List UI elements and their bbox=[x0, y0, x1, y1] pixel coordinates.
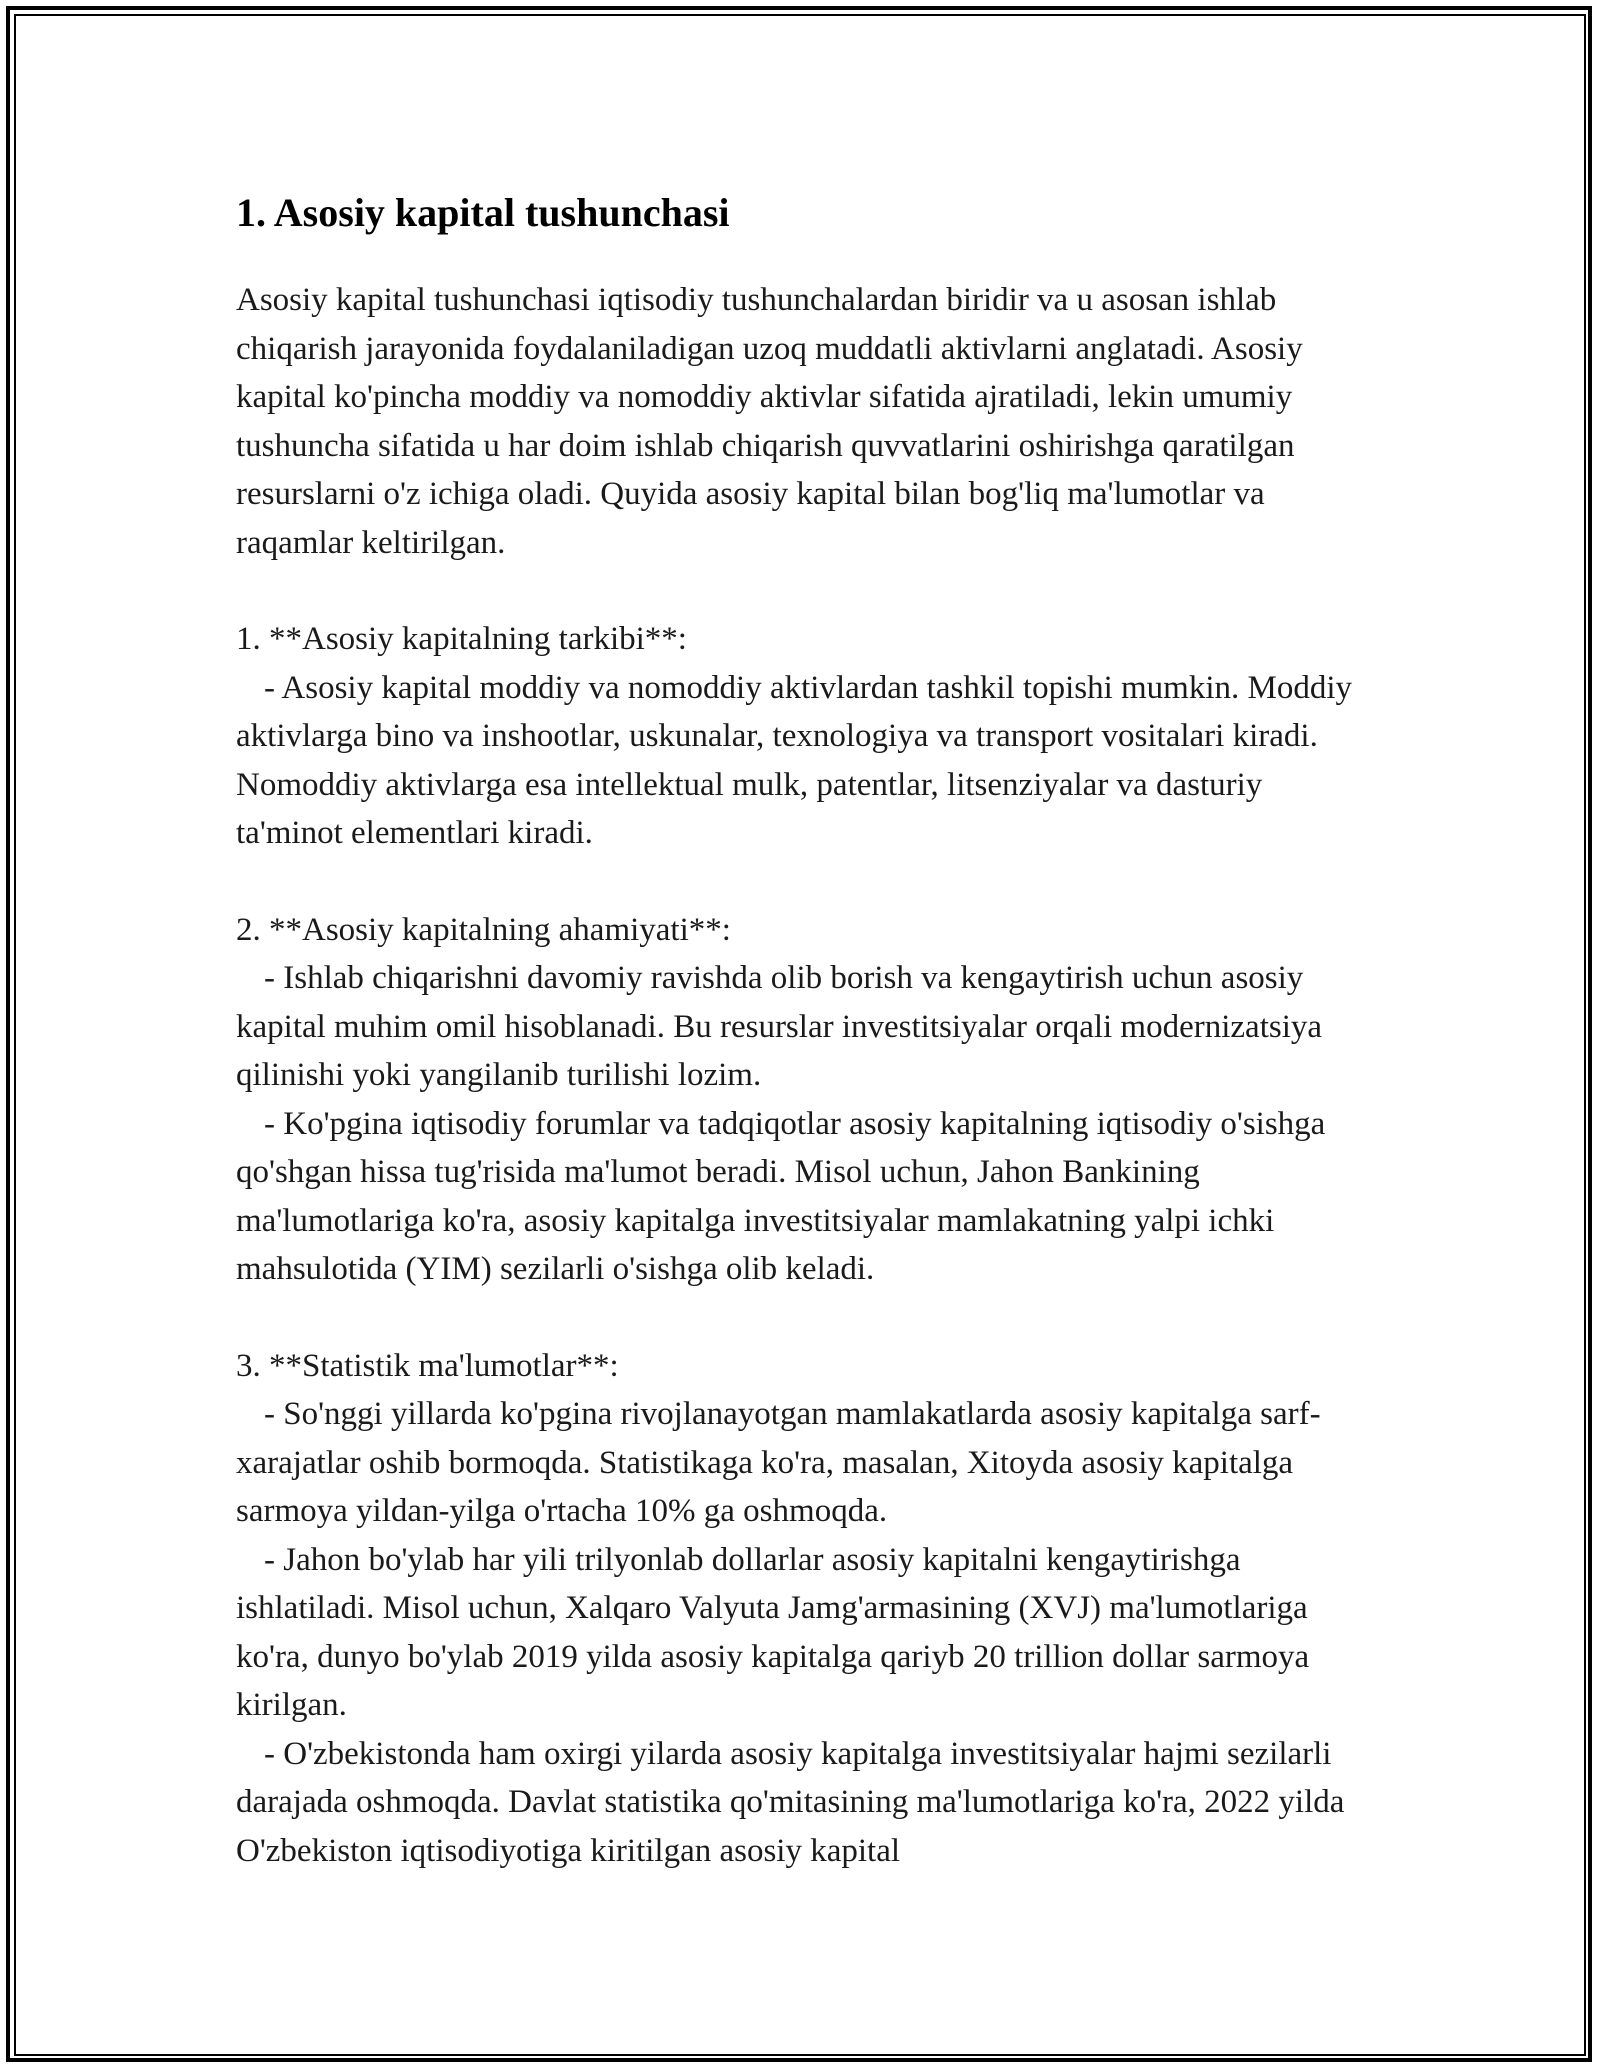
list-item-importance bbox=[236, 906, 1376, 1294]
section-heading: 1. Asosiy kapital tushunchasi bbox=[236, 190, 730, 235]
list-item-point: - Ishlab chiqarishni davomiy ravishda olib borish va kengaytirish uchun asosiy kapital muhim omil hisoblanadi. Bu resurslar investitsiyalar orqali modernizatsiya qilinishi yoki yangilanib turilishi lozim. bbox=[236, 960, 1323, 1093]
list-item-composition bbox=[236, 615, 1376, 858]
list-item-title: 3. **Statistik ma'lumotlar**: bbox=[236, 1347, 619, 1384]
list-item-title: 1. **Asosiy kapitalning tarkibi**: bbox=[236, 621, 687, 657]
list-item-title: 2. **Asosiy kapitalning ahamiyati**: bbox=[236, 911, 731, 948]
list-item-statistics bbox=[236, 1342, 1376, 1876]
list-item-point: - Ko'pgina iqtisodiy forumlar va tadqiqotlar asosiy kapitalning iqtisodiy o'sishga qo'shgan hissa tug'risida ma'lumot beradi. Misol uchun, Jahon Bankining ma'lumotlariga ko'ra, asosiy kapitalga investitsiyalar mamlakatning yalpi ichki mahsulotida (YIM) sezilarli o'sishga olib keladi. bbox=[236, 1105, 1326, 1287]
list-item-point: - Asosiy kapital moddiy va nomoddiy aktivlardan tashkil topishi mumkin. Moddiy aktivlarga bino va inshootlar, uskunalar, texnologiya va transport vositalari kiradi. Nomoddiy aktivlarga esa intellektual mulk, patentlar, litsenziyalar va dasturiy ta'minot elementlari kiradi. bbox=[236, 669, 1353, 851]
list-item-point: - Jahon bo'ylab har yili trilyonlab dollarlar asosiy kapitalni kengaytirishga ishlatiladi. Misol uchun, Xalqaro Valyuta Jamg'armasining (XVJ) ma'lumotlariga ko'ra, dunyo bo'ylab 2019 yilda asosiy kapitalga qariyb 20 trillion dollar sarmoya kirilgan. bbox=[236, 1541, 1310, 1723]
list-item-point: - So'nggi yillarda ko'pgina rivojlanayotgan mamlakatlarda asosiy kapitalga sarf-xarajatlar oshib bormoqda. Statistikaga ko'ra, masalan, Xitoyda asosiy kapitalga sarmoya yildan-yilga o'rtacha 10% ga oshmoqda. bbox=[236, 1396, 1321, 1529]
intro-paragraph: Asosiy kapital tushunchasi iqtisodiy tushunchalardan biridir va u asosan ishlab chiqarish jarayonida foydalaniladigan uzoq muddatli aktivlarni anglatadi. Asosiy kapital ko'pincha moddiy va nomoddiy aktivlar sifatida ajratiladi, lekin umumiy tushuncha sifatida u har doim ishlab chiqarish quvvatlarini oshirishga qaratilgan resurslarni o'z ichiga oladi. Quyida asosiy kapital bilan bog'liq ma'lumotlar va raqamlar keltirilgan. bbox=[236, 282, 1303, 561]
document-body bbox=[236, 186, 1376, 1923]
list-item-point: - O'zbekistonda ham oxirgi yilarda asosiy kapitalga investitsiyalar hajmi sezilarli darajada oshmoqda. Davlat statistika qo'mitasining ma'lumotlariga ko'ra, 2022 yilda O'zbekiston iqtisodiyotiga kiritilgan asosiy kapital bbox=[236, 1735, 1345, 1869]
